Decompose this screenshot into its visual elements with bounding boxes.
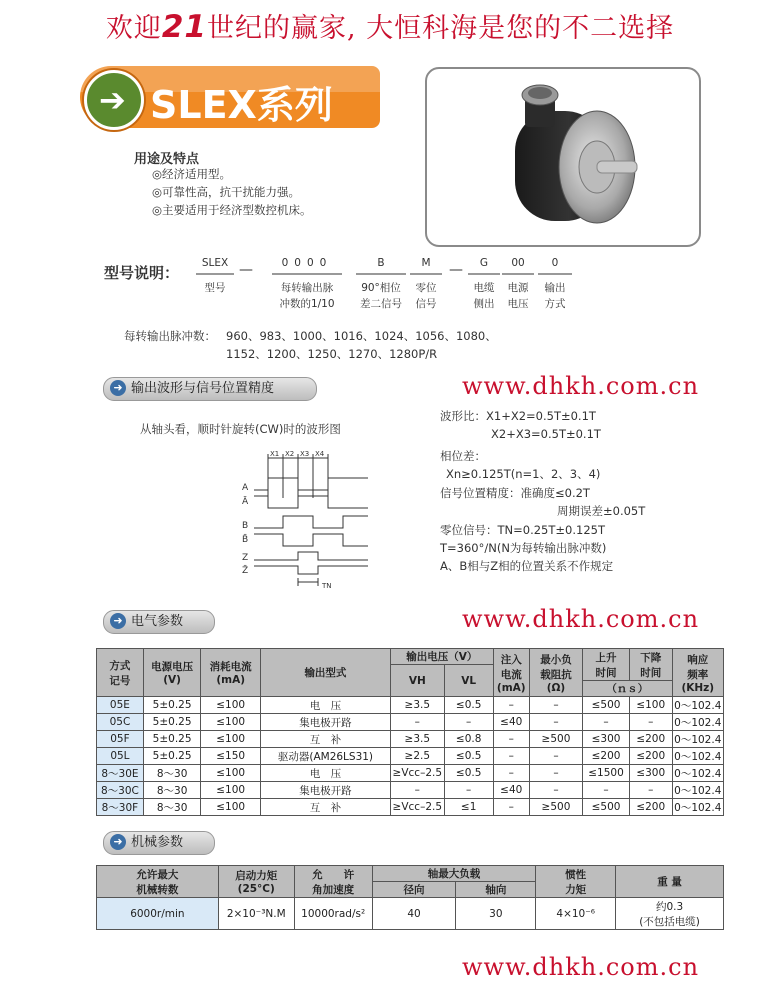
table-cell: ≤150 [201, 748, 261, 765]
header-text: (mA) [496, 681, 526, 694]
header-text: 方式 [109, 659, 131, 672]
table-cell: 5±0.25 [143, 697, 201, 714]
header-text: 启动力矩 [235, 870, 278, 882]
arrow-right-icon: ➜ [110, 380, 126, 396]
signal-label: B̄ [242, 535, 249, 545]
table-row [97, 799, 724, 816]
waveform-caption: 从轴头看，顺时针旋转(CW)时的波形图 [140, 422, 341, 436]
mechanical-table [96, 865, 724, 930]
banner-pre: 欢迎 [105, 13, 162, 44]
header-text: 电流 [500, 668, 522, 681]
table-cell: 0～102.4 [672, 714, 723, 731]
model-desc: 电缆 [473, 282, 495, 294]
table-cell: 05E [97, 697, 144, 714]
table-cell: ≥Vcc–2.5 [390, 799, 444, 816]
table-row [97, 898, 724, 930]
table-cell: ≥500 [529, 731, 582, 748]
table-cell: ≥3.5 [390, 697, 444, 714]
model-desc: 输出 [544, 282, 566, 294]
electrical-section-pill [103, 610, 215, 634]
header-text: (mA) [216, 674, 245, 686]
table-row [97, 714, 724, 731]
table-cell: ≤100 [201, 714, 261, 731]
watermark-url: www.dhkh.com.cn [462, 605, 700, 633]
model-underlines [196, 272, 576, 276]
table-cell: ≤300 [629, 765, 672, 782]
x-label: X1 [270, 450, 280, 458]
header-text: 允 许 [312, 868, 355, 881]
table-cell: 8～30 [143, 782, 201, 799]
model-code: G [479, 257, 489, 269]
header-text: 消耗电流 [209, 661, 252, 673]
model-label: 型号说明： [104, 264, 180, 282]
header-text: 时间 [640, 666, 662, 679]
table-cell: 集电极开路 [260, 714, 390, 731]
table-cell: 5±0.25 [143, 731, 201, 748]
header-outv: 输出电压（V） [390, 649, 493, 665]
series-title: SLEX系列 [150, 83, 333, 127]
cell-torque: 2×10⁻³N.M [218, 898, 294, 930]
table-cell: – [390, 782, 444, 799]
table-cell: ≤40 [493, 782, 529, 799]
spec-line: X2+X3=0.5T±0.1T [491, 427, 601, 441]
table-cell: ≥3.5 [390, 731, 444, 748]
spec-line: 信号位置精度：准确度≤0.2T [440, 486, 590, 500]
table-cell: – [493, 748, 529, 765]
mechanical-pill-label: 机械参数 [131, 835, 184, 850]
header-weight: 重 量 [616, 866, 724, 898]
table-cell: 0～102.4 [672, 697, 723, 714]
table-cell: 5±0.25 [143, 748, 201, 765]
header-text: 时间 [595, 666, 617, 679]
table-cell: – [529, 697, 582, 714]
model-code: 0 [551, 257, 559, 269]
table-cell: – [529, 782, 582, 799]
table-cell: ≥2.5 [390, 748, 444, 765]
header-text: 机械转数 [136, 883, 179, 896]
table-cell: – [529, 714, 582, 731]
table-cell: – [493, 731, 529, 748]
table-row [97, 782, 724, 799]
model-code: SLEX [201, 257, 229, 269]
x-label: X2 [285, 450, 295, 458]
table-cell: – [493, 697, 529, 714]
table-cell: 8～30F [97, 799, 144, 816]
header-freq [672, 649, 723, 697]
header-text: (V) [163, 674, 181, 686]
model-desc: 侧出 [473, 298, 495, 310]
x-label: X3 [300, 450, 310, 458]
cell-accel: 10000rad/s² [294, 898, 372, 930]
model-desc: 每转输出脉 [280, 282, 334, 294]
table-cell: – [583, 714, 630, 731]
table-cell: ≤100 [629, 697, 672, 714]
model-code: 00 [511, 257, 525, 269]
header-voltage [143, 649, 201, 697]
table-cell: ≤0.5 [444, 697, 493, 714]
header-text: 响应 [687, 653, 709, 666]
table-cell: 8～30C [97, 782, 144, 799]
table-cell: ≤300 [583, 731, 630, 748]
table-cell: ≥500 [529, 799, 582, 816]
header-text: 下降 [640, 651, 662, 664]
model-desc: 冲数的1/10 [279, 298, 335, 310]
waveform-section-pill [103, 377, 317, 401]
header-fall [629, 649, 672, 681]
table-cell: ≤1 [444, 799, 493, 816]
header-vh: VH [390, 665, 444, 697]
table-cell: ≤0.8 [444, 731, 493, 748]
spec-line: 相位差： [440, 449, 486, 463]
table-cell: 0～102.4 [672, 782, 723, 799]
table-cell: 电 压 [260, 765, 390, 782]
pulses-line: 1152、1200、1250、1270、1280P/R [226, 347, 438, 361]
table-cell: – [629, 714, 672, 731]
header-load [529, 649, 582, 697]
table-cell: ≤100 [201, 731, 261, 748]
table-cell: ≤0.5 [444, 765, 493, 782]
model-code: 0000 [281, 257, 333, 269]
table-cell: 互 补 [260, 731, 390, 748]
header-text: 频率 [687, 668, 709, 681]
header-text: (Ω) [546, 681, 566, 694]
watermark-url: www.dhkh.com.cn [462, 953, 700, 981]
table-cell: – [390, 714, 444, 731]
cell-axial: 30 [456, 898, 536, 930]
table-cell: – [444, 714, 493, 731]
model-desc: 90°相位 [361, 282, 401, 294]
table-cell: ≤100 [201, 697, 261, 714]
model-desc: 差二信号 [360, 298, 402, 310]
model-desc: 电源 [507, 282, 529, 294]
header-text: 注入 [500, 653, 522, 666]
signal-label: Z̄ [242, 566, 249, 576]
table-cell: 5±0.25 [143, 714, 201, 731]
arrow-right-icon: ➜ [110, 834, 126, 850]
header-vl: VL [444, 665, 493, 697]
header-text: 力矩 [565, 883, 587, 896]
cell-speed: 6000r/min [97, 898, 219, 930]
signal-label: Z [242, 553, 249, 563]
header-text: 电源电压 [151, 661, 194, 673]
model-code: B [377, 257, 385, 269]
table-cell: 8～30E [97, 765, 144, 782]
cell-weight [616, 898, 724, 930]
x-label: X4 [315, 450, 325, 458]
table-cell: 0～102.4 [672, 731, 723, 748]
table-cell: ≥Vcc–2.5 [390, 765, 444, 782]
table-cell: – [493, 765, 529, 782]
model-desc: 型号 [204, 282, 226, 294]
table-row [97, 731, 724, 748]
table-cell: ≤200 [629, 799, 672, 816]
usage-item: ◎主要适用于经济型数控机床。 [152, 203, 312, 217]
spec-line: Xn≥0.125T(n=1、2、3、4) [446, 467, 601, 481]
header-ns: （ｎｓ） [583, 681, 672, 697]
table-cell: 互 补 [260, 799, 390, 816]
waveform-diagram [238, 448, 418, 588]
table-cell: – [493, 799, 529, 816]
table-cell: ≤200 [629, 748, 672, 765]
model-desc: 方式 [544, 298, 566, 310]
table-cell: ≤1500 [583, 765, 630, 782]
spec-line: T=360°/N(N为每转输出脉冲数) [440, 541, 607, 555]
table-cell: – [444, 782, 493, 799]
cell-radial: 40 [372, 898, 456, 930]
table-cell: 8～30 [143, 799, 201, 816]
table-row [97, 765, 724, 782]
header-inj [493, 649, 529, 697]
electrical-table [96, 648, 724, 816]
table-cell: – [529, 765, 582, 782]
model-dash: — [239, 262, 253, 278]
table-cell: 0～102.4 [672, 799, 723, 816]
header-text: 最小负 [540, 653, 572, 666]
header-torque [218, 866, 294, 898]
table-cell: ≤100 [201, 799, 261, 816]
signal-label: Ā [242, 497, 249, 507]
weight-text: (不包括电缆) [639, 915, 700, 928]
table-cell: – [629, 782, 672, 799]
table-cell: ≤500 [583, 799, 630, 816]
header-current [201, 649, 261, 697]
header-inertia [536, 866, 616, 898]
model-desc: 信号 [415, 298, 437, 310]
table-cell: – [583, 782, 630, 799]
table-row [97, 748, 724, 765]
usage-heading: 用途及特点 [134, 152, 200, 167]
model-desc: 电压 [507, 298, 529, 310]
table-cell: ≤200 [583, 748, 630, 765]
table-cell: – [529, 748, 582, 765]
arrow-right-icon: ➜ [110, 613, 126, 629]
table-cell: 0～102.4 [672, 765, 723, 782]
header-text: 允许最大 [136, 868, 179, 881]
header-text: (25°C) [237, 883, 275, 895]
table-cell: 驱动器(AM26LS31) [260, 748, 390, 765]
header-banner [0, 6, 780, 45]
header-accel [294, 866, 372, 898]
table-cell: 8～30 [143, 765, 201, 782]
arrow-right-icon: ➔ [84, 70, 144, 130]
table-row [97, 697, 724, 714]
electrical-pill-label: 电气参数 [131, 614, 184, 629]
header-text: 角加速度 [312, 883, 355, 896]
pulses-line: 960、983、1000、1016、1024、1056、1080、 [226, 329, 497, 343]
table-cell: 0～102.4 [672, 748, 723, 765]
banner-number: 21 [161, 9, 207, 45]
model-dash: — [449, 262, 463, 278]
header-rise [583, 649, 630, 681]
waveform-pill-label: 输出波形与信号位置精度 [131, 381, 275, 396]
signal-label: B [242, 521, 249, 531]
header-radial: 径向 [372, 882, 456, 898]
banner-post: 世纪的赢家, 大恒科海是您的不二选择 [206, 13, 675, 44]
spec-line: 波形比：X1+X2=0.5T±0.1T [440, 409, 596, 423]
header-text: 记号 [109, 674, 131, 687]
table-cell: 集电极开路 [260, 782, 390, 799]
header-code [97, 649, 144, 697]
table-cell: ≤500 [583, 697, 630, 714]
table-cell: ≤100 [201, 782, 261, 799]
product-photo [425, 67, 701, 247]
spec-line: 零位信号：TN=0.25T±0.125T [440, 523, 605, 537]
table-cell: 05L [97, 748, 144, 765]
table-cell: ≤0.5 [444, 748, 493, 765]
tn-label: TN [322, 582, 332, 588]
header-axial: 轴向 [456, 882, 536, 898]
header-text: 载阻抗 [540, 668, 572, 681]
signal-label: A [242, 483, 249, 493]
table-cell: 电 压 [260, 697, 390, 714]
header-output: 输出型式 [260, 649, 390, 697]
pulses-label: 每转输出脉冲数： [124, 329, 216, 343]
table-cell: ≤100 [201, 765, 261, 782]
cell-inertia: 4×10⁻⁶ [536, 898, 616, 930]
table-cell: ≤200 [629, 731, 672, 748]
model-code: M [421, 257, 431, 269]
spec-line: 周期误差±0.05T [557, 504, 646, 518]
header-load: 轴最大负载 [372, 866, 536, 882]
usage-item: ◎可靠性高，抗干扰能力强。 [152, 185, 301, 199]
watermark-url: www.dhkh.com.cn [462, 372, 700, 400]
header-speed [97, 866, 219, 898]
header-text: 上升 [595, 651, 617, 664]
header-text: 惯性 [565, 868, 587, 881]
table-cell: ≤40 [493, 714, 529, 731]
weight-text: 约0.3 [655, 900, 684, 913]
spec-line: A、B相与Z相的位置关系不作规定 [440, 559, 614, 573]
model-desc: 零位 [415, 282, 437, 294]
mechanical-section-pill [103, 831, 215, 855]
table-cell: 05F [97, 731, 144, 748]
usage-item: ◎经济适用型。 [152, 167, 232, 181]
table-cell: 05C [97, 714, 144, 731]
header-text: (KHz) [681, 681, 715, 694]
